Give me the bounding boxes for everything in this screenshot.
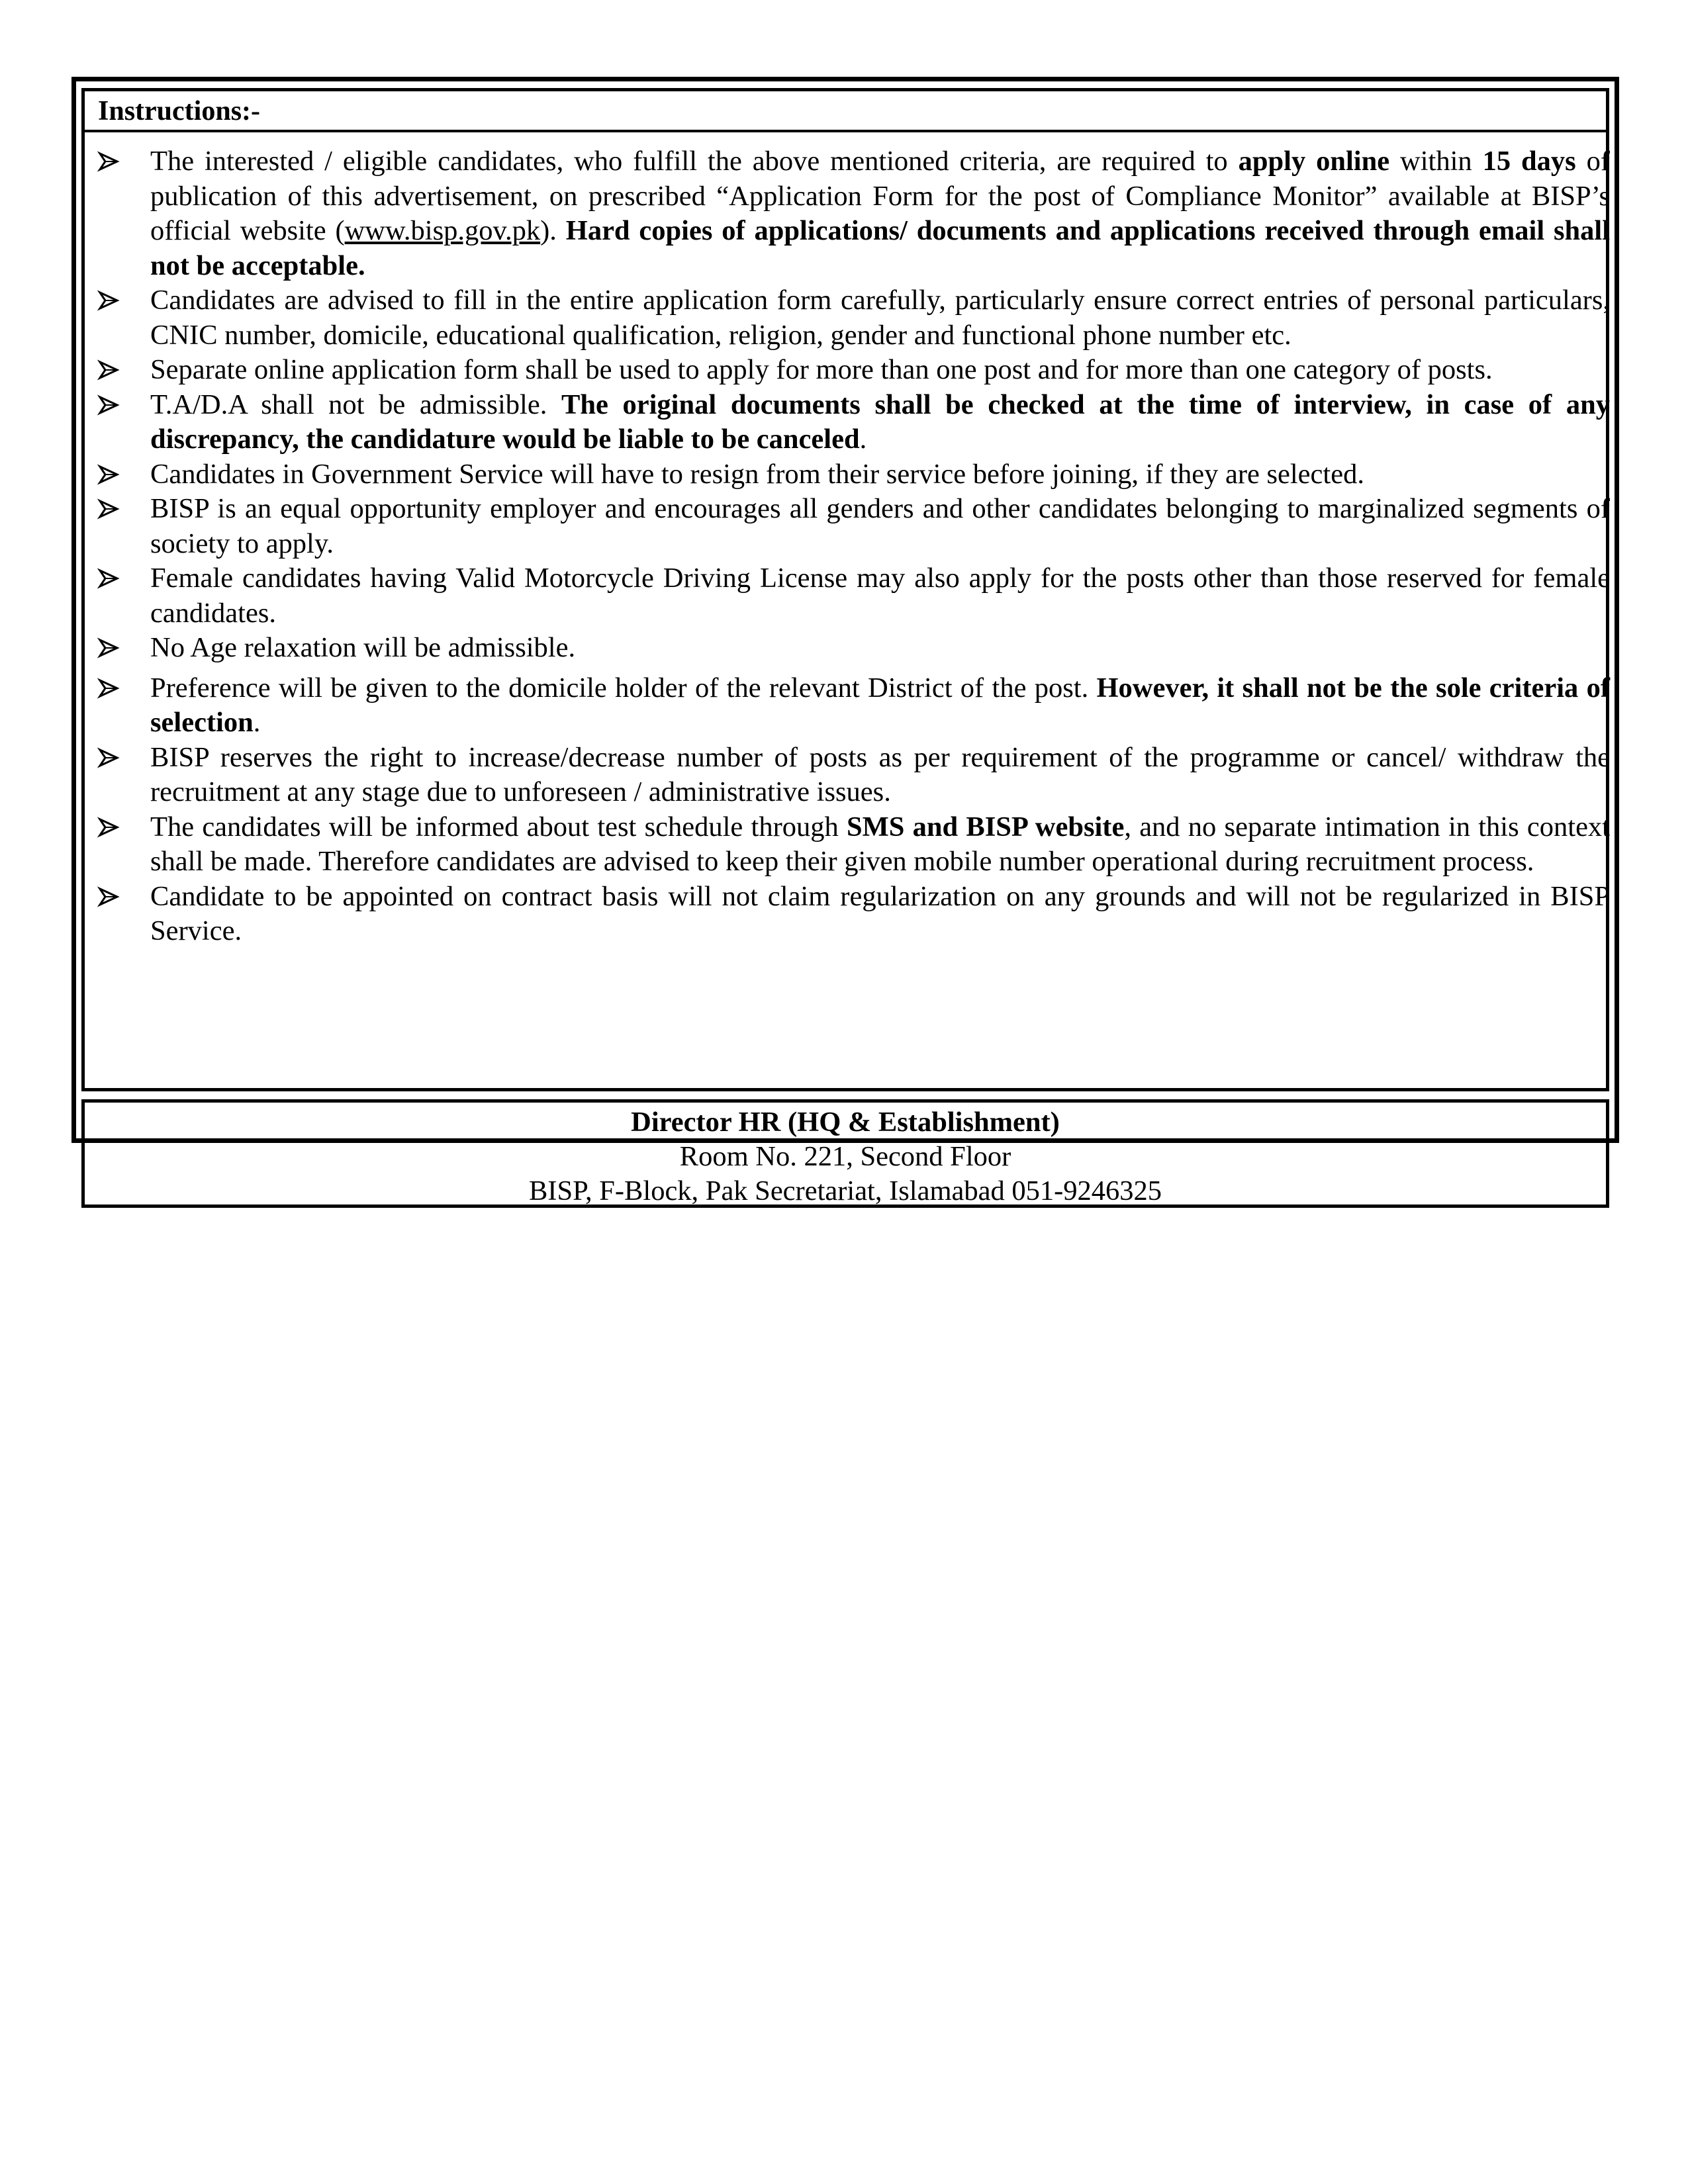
arrow-bullet-icon [97,671,124,705]
instruction-item-government-service: Candidates in Government Service will have to resign from their service before joining, if they are selected. [79,457,1610,492]
instruction-item-tada: T.A/D.A shall not be admissible. The original documents shall be checked at the time of interview, in case of any discrepancy, the candidature would be liable to be canceled. [79,388,1610,457]
instructions-heading: Instructions:- [85,91,1606,132]
arrow-bullet-icon [97,492,124,526]
instruction-item-apply-online: The interested / eligible candidates, who fulfill the above mentioned criteria, are required to apply online within 15 days of publication of this advertisement, on prescribed “Application Form for the post of Compliance Monitor” available at BISP’s official website (www.bisp.gov.pk). Hard copies of applications/ documents and applications received through email shall not be acceptable. [79,144,1610,283]
instruction-item-fill-form: Candidates are advised to fill in the entire application form carefully, particularly ensure correct entries of personal particulars, CNIC number, domicile, educational qualification, religion, gender and functional phone number etc. [79,283,1610,353]
contact-address: BISP, F-Block, Pak Secretariat, Islamabad 051-9246325 [528,1175,1162,1206]
instruction-item-test-schedule: The candidates will be informed about test schedule through SMS and BISP website, and no separate intimation in this context shall be made. Therefore candidates are advised to keep their given mobile number operational during recruitment process. [79,810,1610,880]
arrow-bullet-icon [97,353,124,387]
instruction-item-age-relaxation: No Age relaxation will be admissible. [79,631,1610,666]
instruction-item-equal-opportunity: BISP is an equal opportunity employer and encourages all genders and other candidates belonging to marginalized segments of society to apply. [79,492,1610,561]
instruction-item-domicile-preference: Preference will be given to the domicile holder of the relevant District of the post. However, it shall not be the sole criteria of selection. [79,671,1610,741]
bisp-website-link[interactable]: www.bisp.gov.pk [344,215,541,246]
instruction-item-female-candidates: Female candidates having Valid Motorcycle Driving License may also apply for the posts other than those reserved for female candidates. [79,561,1610,631]
arrow-bullet-icon [97,283,124,318]
arrow-bullet-icon [97,388,124,422]
arrow-bullet-icon [97,144,124,179]
arrow-bullet-icon [97,880,124,914]
arrow-bullet-icon [97,741,124,775]
contact-section [81,1099,1609,1208]
instructions-list [79,144,1610,949]
contact-title: Director HR (HQ & Establishment) [631,1107,1060,1138]
arrow-bullet-icon [97,631,124,665]
instruction-item-separate-form: Separate online application form shall be used to apply for more than one post and for more than one category of posts. [79,353,1610,388]
instruction-item-contract-basis: Candidate to be appointed on contract basis will not claim regularization on any grounds and will not be regularized in BISP Service. [79,880,1610,949]
arrow-bullet-icon [97,810,124,844]
arrow-bullet-icon [97,561,124,596]
advertisement-frame [71,77,1619,1206]
contact-room: Room No. 221, Second Floor [679,1141,1011,1172]
instruction-item-posts-reserve: BISP reserves the right to increase/decrease number of posts as per requirement of the programme or cancel/ withdraw the recruitment at any stage due to unforeseen / administrative issues. [79,741,1610,810]
instructions-section [81,88,1609,1091]
arrow-bullet-icon [97,457,124,492]
